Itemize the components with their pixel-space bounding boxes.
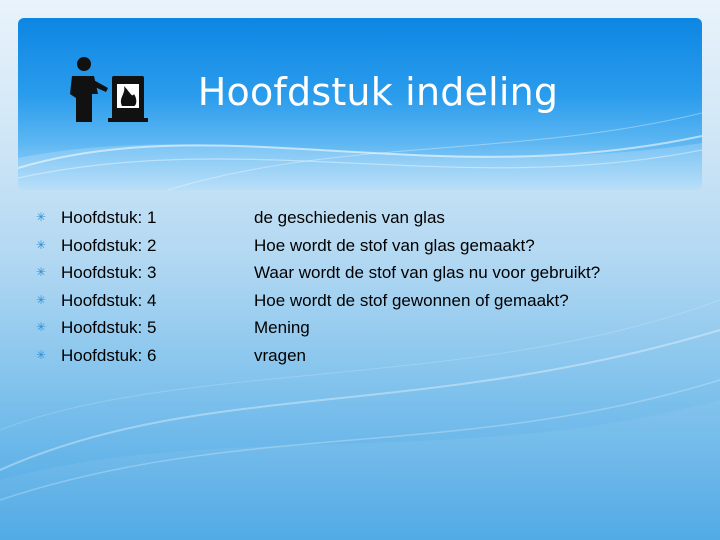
- chapter-description: Waar wordt de stof van glas nu voor gebruikt?: [254, 263, 601, 282]
- asterisk-bullet-icon: ✳: [36, 347, 47, 362]
- chapter-list: [36, 204, 256, 369]
- asterisk-bullet-icon: ✳: [36, 237, 47, 252]
- list-item: [36, 232, 256, 260]
- chapter-label: Hoofdstuk: 4: [61, 290, 157, 310]
- chapter-description: vragen: [254, 345, 306, 365]
- chapter-description: Hoe wordt de stof van glas gemaakt?: [254, 235, 535, 255]
- glassblower-furnace-icon: [68, 54, 148, 124]
- list-item: [36, 342, 256, 370]
- list-item: [36, 204, 256, 232]
- chapter-description: de geschiedenis van glas: [254, 208, 445, 227]
- asterisk-bullet-icon: ✳: [36, 292, 47, 307]
- asterisk-bullet-icon: ✳: [36, 320, 47, 334]
- chapter-description: Mening: [254, 318, 310, 337]
- list-item: [36, 259, 256, 287]
- list-item: [36, 314, 256, 342]
- chapter-label: Hoofdstuk: 3: [61, 263, 157, 282]
- list-item: [36, 287, 256, 315]
- asterisk-bullet-icon: ✳: [36, 210, 47, 224]
- chapter-label: Hoofdstuk: 2: [61, 235, 157, 255]
- slide-title: Hoofdstuk indeling: [197, 70, 559, 114]
- chapter-descriptions: [254, 204, 694, 369]
- asterisk-bullet-icon: ✳: [36, 265, 47, 279]
- chapter-label: Hoofdstuk: 1: [61, 208, 157, 227]
- chapter-description: Hoe wordt de stof gewonnen of gemaakt?: [254, 290, 569, 310]
- chapter-label: Hoofdstuk: 6: [61, 345, 157, 365]
- chapter-label: Hoofdstuk: 5: [61, 318, 157, 337]
- header-banner: [18, 18, 702, 190]
